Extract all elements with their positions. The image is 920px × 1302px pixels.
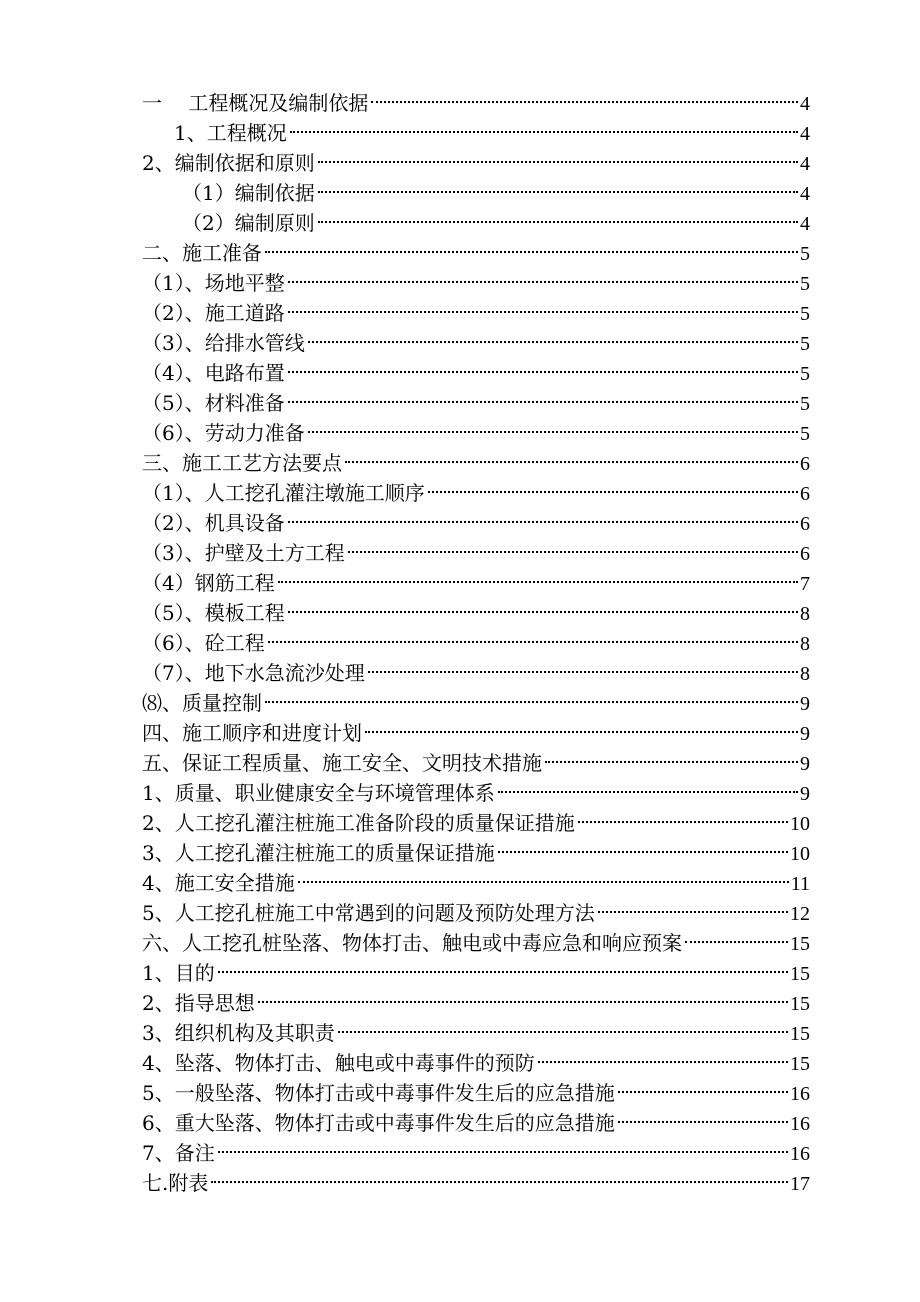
toc-entry-title: 4、坠落、物体打击、触电或中毒事件的预防 xyxy=(142,1051,535,1075)
dot-leader xyxy=(278,581,798,583)
toc-entry-title: 5、人工挖孔桩施工中常遇到的问题及预防处理方法 xyxy=(142,901,595,925)
toc-entry-page-number: 8 xyxy=(800,603,810,625)
dot-leader xyxy=(345,461,798,463)
toc-entry[interactable] xyxy=(142,358,810,388)
dot-leader xyxy=(578,821,788,823)
toc-entry[interactable] xyxy=(142,898,810,928)
toc-entry-title: （5）、材料准备 xyxy=(142,391,285,415)
toc-entry-title: （5）、模板工程 xyxy=(142,601,285,625)
toc-entry-title: 2、编制依据和原则 xyxy=(142,151,315,175)
dot-leader xyxy=(265,701,798,703)
toc-entry-page-number: 7 xyxy=(800,573,810,595)
toc-entry-page-number: 9 xyxy=(800,693,810,715)
dot-leader xyxy=(368,671,798,673)
toc-entry[interactable] xyxy=(142,328,810,358)
toc-entry-page-number: 8 xyxy=(800,633,810,655)
toc-entry[interactable] xyxy=(142,868,810,898)
toc-entry[interactable] xyxy=(142,778,810,808)
toc-entry-page-number: 15 xyxy=(790,1053,810,1075)
toc-entry[interactable] xyxy=(142,388,810,418)
toc-entry-page-number: 15 xyxy=(790,963,810,985)
toc-entry-page-number: 15 xyxy=(790,993,810,1015)
toc-entry-title: （4）钢筋工程 xyxy=(142,571,275,595)
toc-entry[interactable] xyxy=(142,1108,810,1138)
dot-leader xyxy=(618,1121,788,1123)
toc-entry[interactable] xyxy=(142,1138,810,1168)
dot-leader xyxy=(308,341,798,343)
toc-entry-page-number: 16 xyxy=(790,1113,810,1135)
toc-entry-title: （4）、电路布置 xyxy=(142,361,285,385)
toc-entry-page-number: 4 xyxy=(800,213,810,235)
toc-entry[interactable] xyxy=(142,838,810,868)
toc-entry-title: （1）编制依据 xyxy=(182,181,315,205)
toc-entry-page-number: 5 xyxy=(800,393,810,415)
dot-leader xyxy=(318,221,798,223)
toc-entry-title: 3、人工挖孔灌注桩施工的质量保证措施 xyxy=(142,841,495,865)
dot-leader xyxy=(598,911,788,913)
toc-entry-title: 七.附表 xyxy=(142,1171,209,1195)
toc-entry-page-number: 5 xyxy=(800,423,810,445)
toc-entry[interactable] xyxy=(142,808,810,838)
toc-entry[interactable] xyxy=(142,118,810,148)
toc-entry-title: 3、组织机构及其职责 xyxy=(142,1021,335,1045)
toc-entry-title: 六、人工挖孔桩坠落、物体打击、触电或中毒应急和响应预案 xyxy=(142,931,682,955)
toc-entry-title: 三、施工工艺方法要点 xyxy=(142,451,342,475)
toc-entry-title: （1）、人工挖孔灌注墩施工顺序 xyxy=(142,481,425,505)
toc-entry[interactable] xyxy=(142,748,810,778)
dot-leader xyxy=(258,1001,788,1003)
toc-entry-page-number: 15 xyxy=(790,933,810,955)
toc-entry-page-number: 10 xyxy=(790,843,810,865)
toc-entry-title: 1、质量、职业健康安全与环境管理体系 xyxy=(142,781,495,805)
toc-entry-title: 6、重大坠落、物体打击或中毒事件发生后的应急措施 xyxy=(142,1111,615,1135)
toc-entry-page-number: 4 xyxy=(800,123,810,145)
toc-entry[interactable] xyxy=(142,1078,810,1108)
toc-entry[interactable] xyxy=(142,238,810,268)
toc-entry-title: 二、施工准备 xyxy=(142,241,262,265)
toc-entry[interactable] xyxy=(142,178,810,208)
dot-leader xyxy=(211,1181,788,1183)
toc-entry-title: 5、一般坠落、物体打击或中毒事件发生后的应急措施 xyxy=(142,1081,615,1105)
toc-entry-page-number: 5 xyxy=(800,363,810,385)
dot-leader xyxy=(498,791,798,793)
toc-entry-page-number: 17 xyxy=(790,1173,810,1195)
toc-entry-page-number: 8 xyxy=(800,663,810,685)
dot-leader xyxy=(218,1151,788,1153)
dot-leader xyxy=(268,641,798,643)
toc-entry-page-number: 4 xyxy=(800,153,810,175)
dot-leader xyxy=(288,371,798,373)
dot-leader xyxy=(318,191,798,193)
toc-entry-title: 1、工程概况 xyxy=(174,121,287,145)
toc-entry[interactable] xyxy=(142,418,810,448)
toc-entry[interactable] xyxy=(142,1018,810,1048)
table-of-contents xyxy=(142,88,810,1198)
toc-entry-title: （7）、地下水急流沙处理 xyxy=(142,661,365,685)
dot-leader xyxy=(308,431,798,433)
toc-entry[interactable] xyxy=(142,988,810,1018)
dot-leader xyxy=(318,161,798,163)
toc-entry-page-number: 9 xyxy=(800,783,810,805)
toc-entry-page-number: 5 xyxy=(800,303,810,325)
toc-entry-page-number: 15 xyxy=(790,1023,810,1045)
toc-entry-page-number: 6 xyxy=(800,513,810,535)
toc-entry-title: ⑻、质量控制 xyxy=(142,691,262,715)
toc-entry[interactable] xyxy=(142,568,810,598)
dot-leader xyxy=(618,1091,788,1093)
dot-leader xyxy=(685,941,788,943)
dot-leader xyxy=(218,971,788,973)
dot-leader xyxy=(290,131,798,133)
toc-entry-title: 7、备注 xyxy=(142,1141,215,1165)
toc-entry-title: （2）、施工道路 xyxy=(142,301,285,325)
toc-entry[interactable] xyxy=(142,1168,810,1198)
toc-entry[interactable] xyxy=(142,718,810,748)
toc-entry-page-number: 11 xyxy=(790,873,810,895)
toc-entry-page-number: 16 xyxy=(790,1143,810,1165)
toc-entry[interactable] xyxy=(142,628,810,658)
toc-entry-page-number: 10 xyxy=(790,813,810,835)
toc-entry[interactable] xyxy=(142,88,810,118)
dot-leader xyxy=(545,761,798,763)
dot-leader xyxy=(498,851,788,853)
toc-entry-title: 四、施工顺序和进度计划 xyxy=(142,721,362,745)
toc-entry-title: （2）编制原则 xyxy=(182,211,315,235)
toc-entry-page-number: 4 xyxy=(800,93,810,115)
toc-entry[interactable] xyxy=(142,448,810,478)
toc-entry-page-number: 6 xyxy=(800,543,810,565)
toc-entry-page-number: 4 xyxy=(800,183,810,205)
dot-leader xyxy=(265,251,798,253)
toc-entry-title: 2、指导思想 xyxy=(142,991,255,1015)
toc-entry-page-number: 9 xyxy=(800,723,810,745)
toc-entry-page-number: 6 xyxy=(800,483,810,505)
toc-entry-page-number: 5 xyxy=(800,243,810,265)
dot-leader xyxy=(288,401,798,403)
toc-entry[interactable] xyxy=(142,148,810,178)
toc-entry[interactable] xyxy=(142,688,810,718)
toc-entry-page-number: 12 xyxy=(790,903,810,925)
toc-entry-title: （3）、护壁及土方工程 xyxy=(142,541,345,565)
toc-entry-title: 1、目的 xyxy=(142,961,215,985)
toc-entry-title: 4、施工安全措施 xyxy=(142,871,295,895)
toc-entry-page-number: 5 xyxy=(800,333,810,355)
dot-leader xyxy=(348,551,798,553)
toc-entry[interactable] xyxy=(142,1048,810,1078)
dot-leader xyxy=(538,1061,788,1063)
toc-entry-page-number: 6 xyxy=(800,453,810,475)
toc-entry[interactable] xyxy=(142,298,810,328)
toc-entry[interactable] xyxy=(142,928,810,958)
toc-entry-title: （2）、机具设备 xyxy=(142,511,285,535)
dot-leader xyxy=(288,281,798,283)
dot-leader xyxy=(288,311,798,313)
toc-entry-title: 一 工程概况及编制依据 xyxy=(142,91,369,115)
dot-leader xyxy=(298,881,789,883)
toc-entry-title: （6）、砼工程 xyxy=(142,631,265,655)
toc-entry[interactable] xyxy=(142,208,810,238)
toc-entry-title: （1）、场地平整 xyxy=(142,271,285,295)
toc-entry-page-number: 5 xyxy=(800,273,810,295)
toc-entry-page-number: 16 xyxy=(790,1083,810,1105)
dot-leader xyxy=(365,731,798,733)
toc-entry-title: 2、人工挖孔灌注桩施工准备阶段的质量保证措施 xyxy=(142,811,575,835)
toc-entry[interactable] xyxy=(142,508,810,538)
dot-leader xyxy=(428,491,798,493)
toc-entry[interactable] xyxy=(142,958,810,988)
toc-entry-title: （3）、给排水管线 xyxy=(142,331,305,355)
toc-entry[interactable] xyxy=(142,538,810,568)
toc-entry[interactable] xyxy=(142,658,810,688)
toc-entry-title: （6）、劳动力准备 xyxy=(142,421,305,445)
dot-leader xyxy=(371,101,798,103)
toc-entry[interactable] xyxy=(142,478,810,508)
toc-entry-title: 五、保证工程质量、施工安全、文明技术措施 xyxy=(142,751,542,775)
toc-entry-page-number: 9 xyxy=(800,753,810,775)
toc-entry[interactable] xyxy=(142,598,810,628)
toc-entry[interactable] xyxy=(142,268,810,298)
dot-leader xyxy=(338,1031,788,1033)
dot-leader xyxy=(288,611,798,613)
dot-leader xyxy=(288,521,798,523)
